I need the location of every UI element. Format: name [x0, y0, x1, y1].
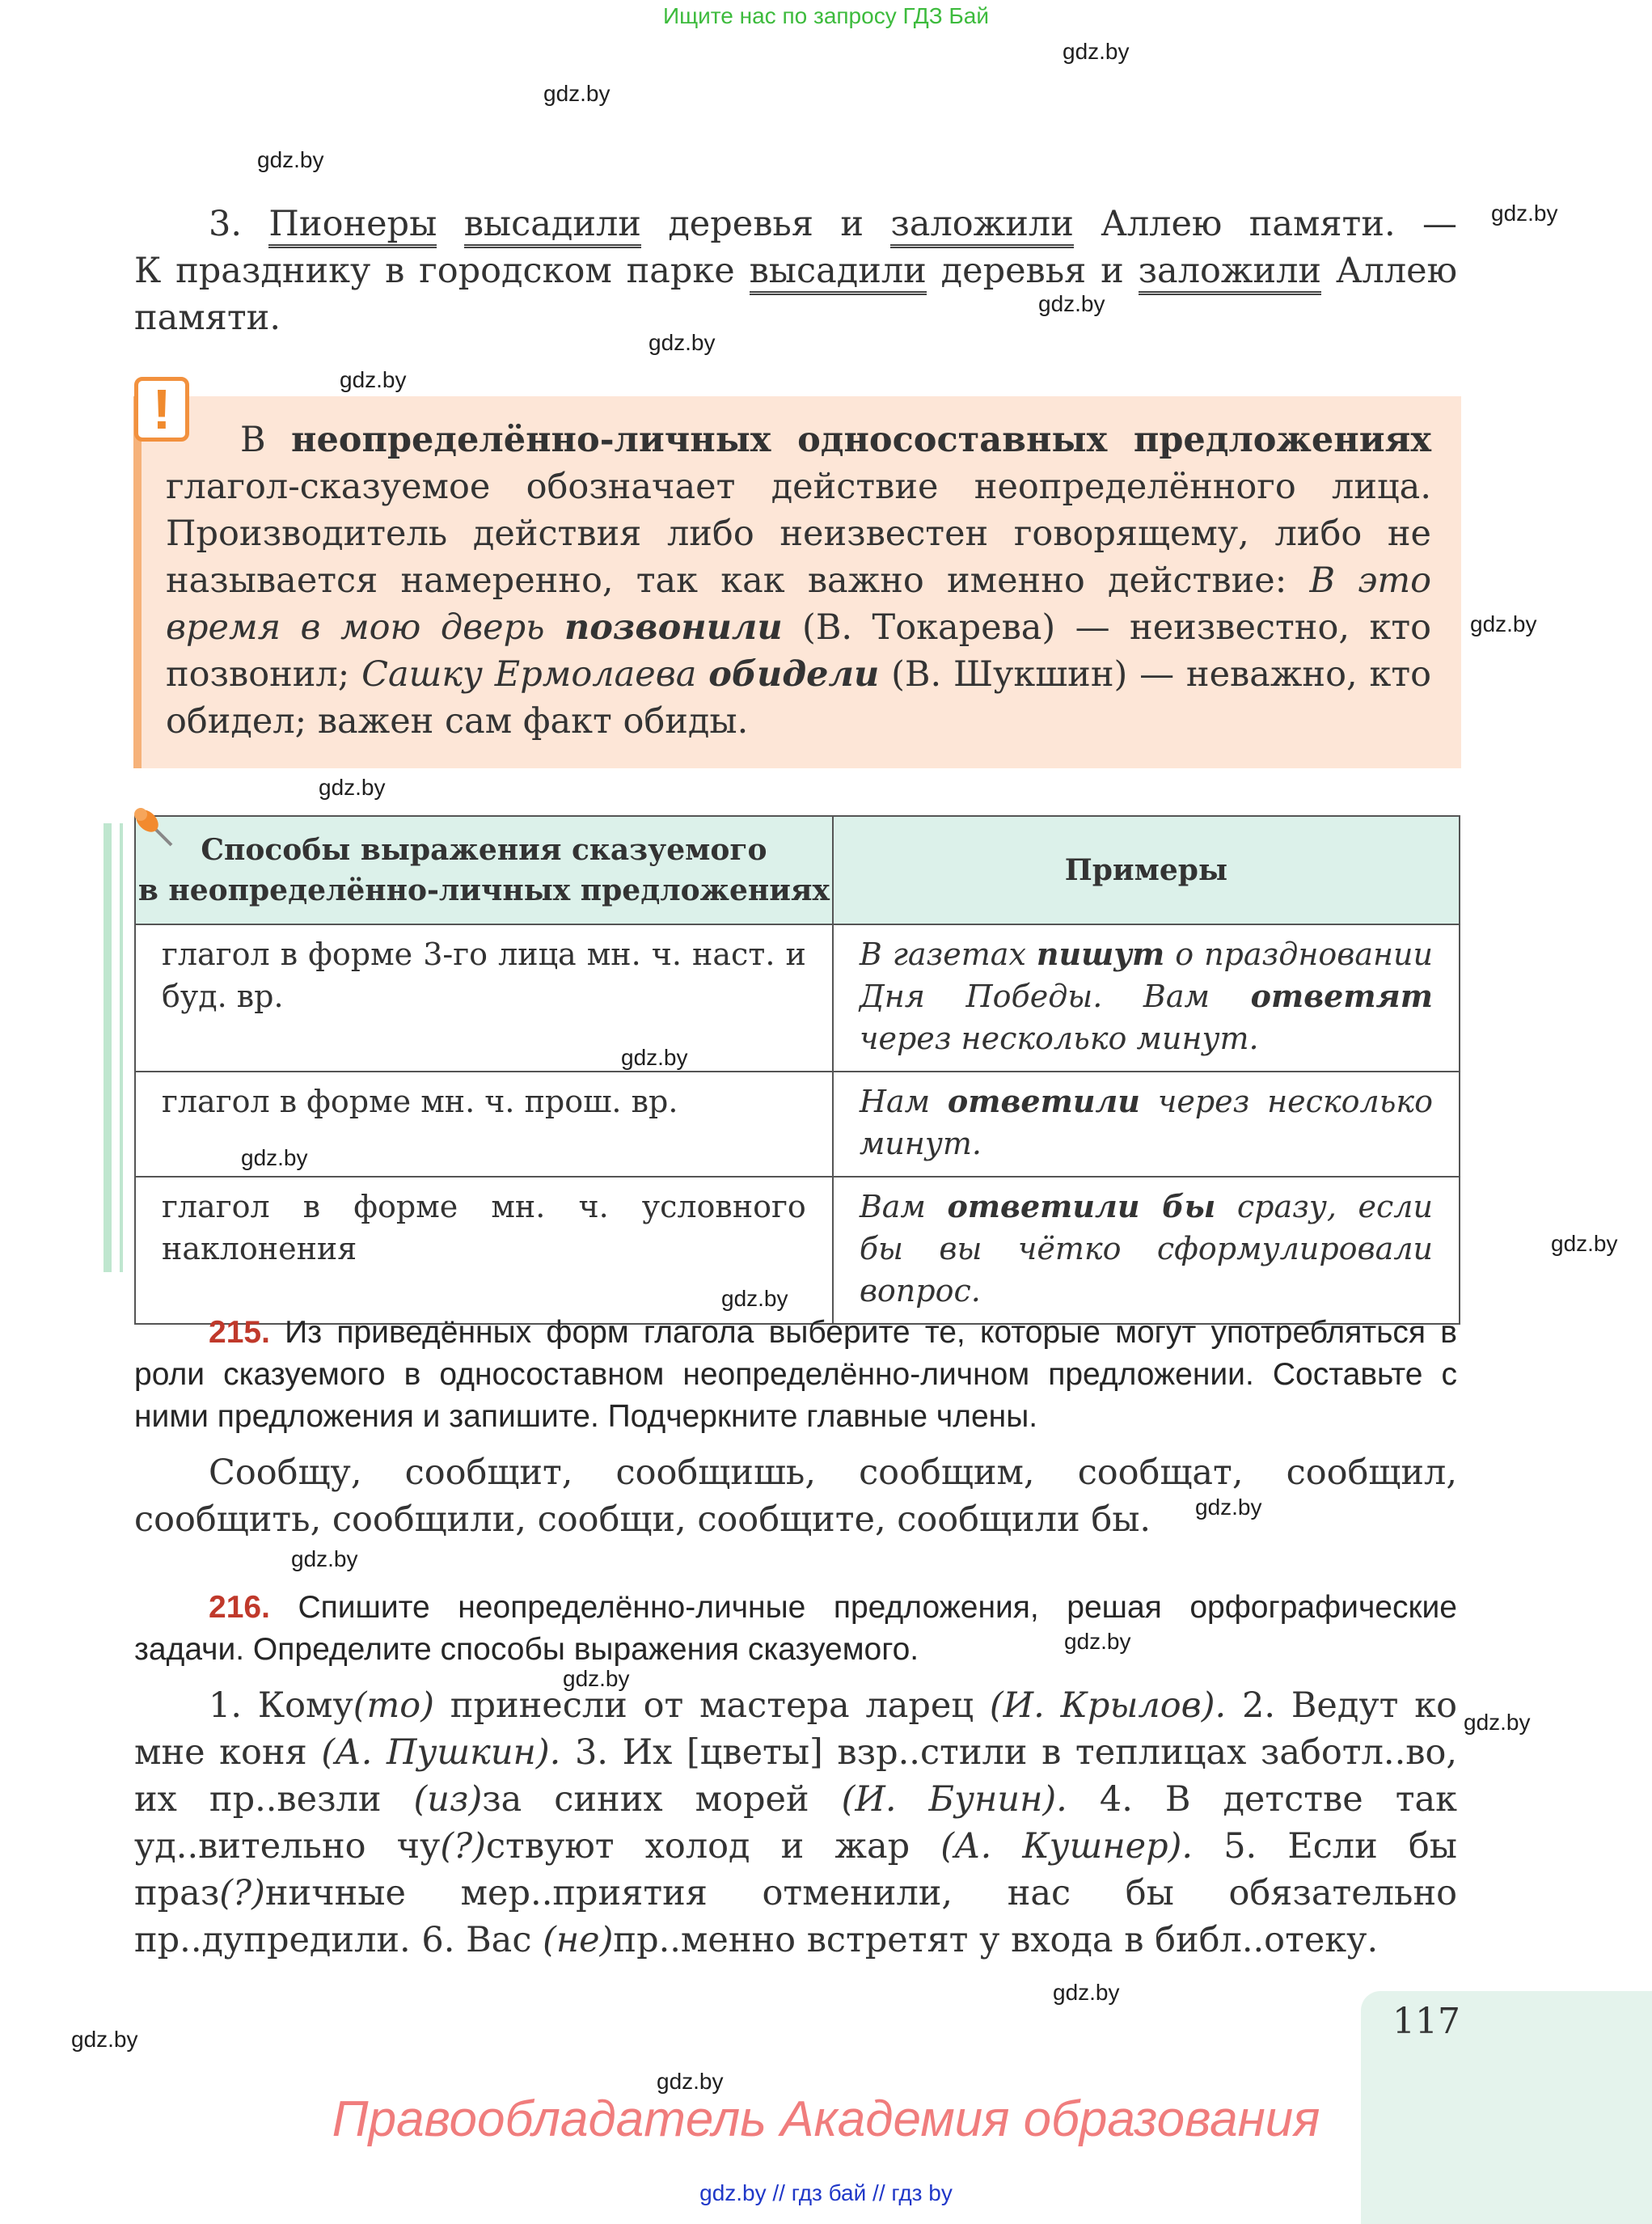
- watermark: gdz.by: [1470, 611, 1537, 636]
- sentence-author: (И. Крылов).: [989, 1685, 1227, 1726]
- predicate-laid-2: заложили: [1139, 251, 1322, 295]
- text-fragment: памяти.: [134, 298, 281, 338]
- sentence-text: 3. Их [цветы] взр..стили в теплицах заботл..во, их пр..везли: [134, 1732, 1458, 1820]
- sentence-text: 4. В детстве так уд..вительно чу: [134, 1779, 1457, 1867]
- watermark: gdz.by: [241, 1145, 308, 1170]
- rule-example-verb: позвонили: [564, 607, 783, 648]
- watermark: gdz.by: [1038, 291, 1105, 316]
- watermark: gdz.by: [1195, 1495, 1262, 1520]
- search-hint-link[interactable]: Ищите нас по запросу ГДЗ Бай: [662, 3, 990, 28]
- watermark: gdz.by: [1464, 1710, 1531, 1735]
- watermark: gdz.by: [1064, 1629, 1131, 1654]
- text-fragment: К празднику в городском парке: [134, 251, 735, 291]
- predicate-table: [134, 815, 1460, 1325]
- watermark: gdz.by: [543, 81, 611, 106]
- table-header-examples: Примеры: [833, 816, 1460, 924]
- footer-links[interactable]: gdz.by // гдз бай // гдз by: [699, 2180, 953, 2205]
- example-text: Нам: [859, 1084, 931, 1119]
- watermark: gdz.by: [1491, 201, 1558, 226]
- watermark: gdz.by: [257, 147, 324, 172]
- exercise-number: 215.: [209, 1315, 270, 1350]
- exercise-216-task: [134, 1587, 1457, 1671]
- example-text: В газетах: [859, 937, 1026, 972]
- table-header-ways: [135, 816, 833, 924]
- rule-text-fragment: (В. Шукшин) — неважно, кто обидел; важен сам факт обиды.: [166, 654, 1432, 742]
- sentence-text: принесли от мастера ларец: [450, 1685, 974, 1726]
- table-cell-example: [833, 924, 1460, 1072]
- example-verb: пишут: [1036, 936, 1165, 972]
- rule-example-verb: обидели: [708, 654, 880, 695]
- rule-text-fragment: глагол-сказуемое обозначает действие неопределённого лица. Производитель действия либо неизвестен говорящему, либо не называется намеренно, так как важно именно действие:: [166, 467, 1431, 601]
- sentence-text: ствуют холод и жар: [485, 1826, 911, 1867]
- predicate-planted-2: высадили: [750, 251, 927, 295]
- table-cell-example: [833, 1177, 1460, 1324]
- sentence-author: (А. Кушнер).: [940, 1826, 1194, 1867]
- decor-bar: [104, 823, 112, 1272]
- sentence-author: (А. Пушкин).: [321, 1732, 561, 1773]
- watermark: gdz.by: [1053, 1980, 1120, 2005]
- example-text: через несколько минут.: [859, 1084, 1433, 1161]
- spelling-hint: (из): [413, 1779, 483, 1820]
- text-fragment: деревья и: [940, 251, 1124, 291]
- sentence-text: ничные мер..приятия отменили, нас бы обязательно пр..дупредили.: [134, 1873, 1457, 1960]
- watermark: gdz.by: [340, 367, 407, 392]
- example-verb: ответят: [1250, 978, 1433, 1014]
- sentence-text: за синих морей: [482, 1779, 809, 1820]
- rule-text: [166, 416, 1431, 745]
- spelling-hint: (то): [353, 1685, 434, 1726]
- sentence-text: пр..менно встретят у входа в библ..отеку.: [613, 1920, 1379, 1960]
- sentence-number: 3.: [209, 204, 243, 244]
- example-text: через несколько минут.: [859, 1021, 1259, 1056]
- predicate-planted: высадили: [464, 204, 641, 248]
- predicate-laid: заложили: [890, 204, 1074, 248]
- spelling-hint: (?): [440, 1826, 486, 1867]
- watermark: gdz.by: [319, 775, 386, 800]
- watermark: gdz.by: [621, 1045, 688, 1070]
- table-cell-example: [833, 1072, 1460, 1177]
- example-3: [134, 201, 1457, 341]
- exercise-215-words: [134, 1449, 1457, 1543]
- rule-example: Сашку Ермолаева: [361, 654, 697, 695]
- pushpin-icon: [129, 803, 178, 852]
- exercise-215-task: [134, 1312, 1457, 1438]
- rule-stripe: [133, 396, 142, 768]
- watermark: gdz.by: [649, 330, 716, 355]
- page-number: 117: [1392, 2001, 1460, 2042]
- example-text: сразу, если бы вы чётко сформулировали вопрос.: [859, 1189, 1433, 1309]
- watermark: gdz.by: [1551, 1231, 1618, 1256]
- sentence-text: 5. Если бы праз: [134, 1826, 1458, 1913]
- sentence-text: 2. Ведут ко мне коня: [134, 1685, 1457, 1773]
- table-cell-way: глагол в форме мн. ч. прош. вр.: [135, 1072, 833, 1177]
- text-fragment: Аллею памяти. —: [1101, 204, 1458, 244]
- header-line: в неопределённо-личных предложениях: [137, 873, 830, 907]
- table-cell-way: глагол в форме 3-го лица мн. ч. наст. и буд. вр.: [135, 924, 833, 1072]
- watermark: gdz.by: [721, 1286, 788, 1311]
- exercise-task-text: Спишите неопределённо-личные предложения, решая орфографические задачи. Определите способы выражения сказуемого.: [134, 1590, 1458, 1667]
- word-list: Сообщу, сообщит, сообщишь, сообщим, сообщат, сообщил, сообщить, сообщили, сообщи, сообщите, сообщили бы.: [134, 1452, 1457, 1540]
- spelling-hint: (не): [543, 1920, 614, 1960]
- exercise-216-sentences: [134, 1682, 1457, 1964]
- subject-pioneers: Пионеры: [268, 204, 437, 248]
- sentence-author: (И. Бунин).: [841, 1779, 1067, 1820]
- header-line: Способы выражения сказуемого: [201, 833, 767, 867]
- watermark: gdz.by: [291, 1546, 358, 1571]
- spelling-hint: (?): [219, 1873, 265, 1913]
- example-text: Вам: [859, 1189, 926, 1224]
- exclamation-icon: !: [134, 377, 189, 442]
- rule-term: неопределённо-личных односоставных предложениях: [290, 420, 1431, 460]
- text-fragment: деревья и: [668, 204, 864, 244]
- rule-text-fragment: В: [240, 420, 266, 460]
- sentence-text: 6. Вас: [421, 1920, 532, 1960]
- copyright-owner: Правообладатель Академия образования: [332, 2091, 1320, 2147]
- watermark: gdz.by: [563, 1666, 630, 1691]
- table-cell-way: глагол в форме мн. ч. условного наклонения: [135, 1177, 833, 1324]
- watermark: gdz.by: [71, 2027, 138, 2052]
- example-text: о праздновании Дня Победы. Вам: [859, 937, 1433, 1014]
- decor-bar: [120, 823, 123, 1272]
- watermark: gdz.by: [1063, 39, 1130, 64]
- rule-example: В это время в мою дверь: [166, 560, 1432, 648]
- example-verb: ответили: [947, 1083, 1140, 1119]
- text-fragment: Аллею: [1335, 251, 1458, 291]
- exercise-task-text: Из приведённых форм глагола выберите те, которые могут употребляться в роли сказуемого в односоставном неопределённо-личном предложении. Составьте с ними предложения и запишите. Подчеркните главные члены.: [134, 1315, 1457, 1434]
- rule-text-fragment: (В. Токарева) — неизвестно, кто позвонил;: [166, 607, 1432, 695]
- sentence-text: 1. Кому: [209, 1685, 353, 1726]
- watermark: gdz.by: [657, 2069, 724, 2094]
- example-verb: ответили бы: [947, 1188, 1216, 1224]
- exercise-number: 216.: [209, 1590, 270, 1625]
